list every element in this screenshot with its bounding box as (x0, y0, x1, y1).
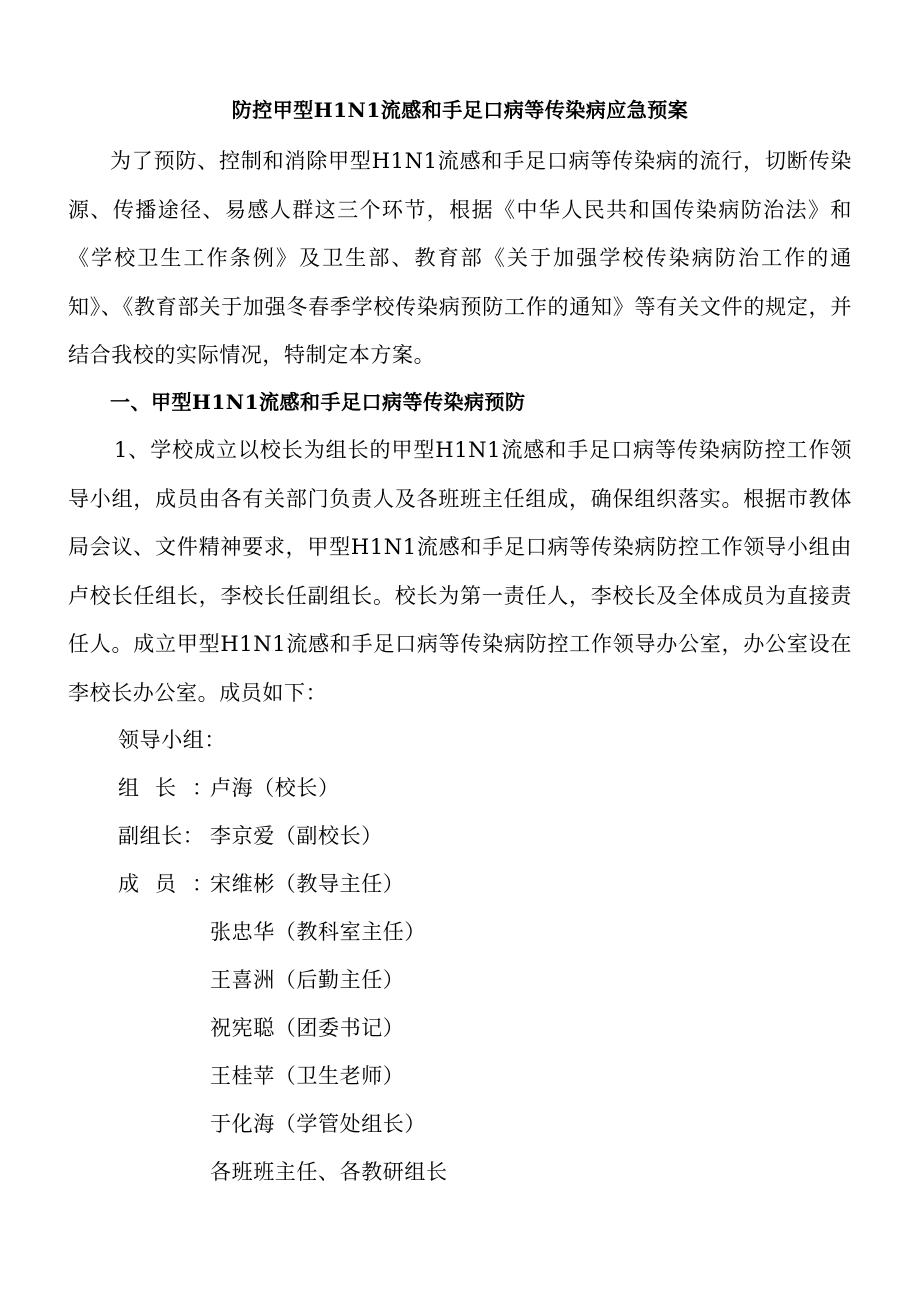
item-1-paragraph: 1、学校成立以校长为组长的甲型H1N1流感和手足口病等传染病防控工作领导小组，成员由各有关部门负责人及各班班主任组成，确保组织落实。根据市教体局会议、文件精神要求，甲型H1N1流感和手足口病等传染病防控工作领导小组由卢校长任组长，李校长任副组长。校长为第一责任人，李校长及全体成员为直接责任人。成立甲型H1N1流感和手足口病等传染病防控工作领导办公室，办公室设在李校长办公室。成员如下： (68, 438, 852, 705)
group-label: 领导小组： (118, 728, 226, 752)
member-item: 王喜洲（后勤主任） (210, 968, 405, 992)
member-item: 祝宪聪（团委书记） (210, 1016, 405, 1040)
leader-row (118, 772, 340, 804)
member-item: 各班班主任、各教研组长 (210, 1160, 448, 1184)
deputy-name: 李京爱（副校长） (210, 824, 383, 848)
deputy-label: 副组长： (118, 824, 205, 848)
member-item: 宋维彬（教导主任） (210, 872, 405, 896)
leader-label: 组长： (118, 776, 229, 800)
member-item: 于化海（学管处组长） (210, 1112, 426, 1136)
member-item: 张忠华（教科室主任） (210, 920, 426, 944)
member-item: 王桂苹（卫生老师） (210, 1064, 405, 1088)
members-row (118, 868, 404, 900)
leader-name: 卢海（校长） (210, 776, 340, 800)
members-label: 成员： (118, 872, 229, 896)
document-title: 防控甲型H1N1流感和手足口病等传染病应急预案 (231, 98, 689, 122)
deputy-row (118, 820, 383, 852)
section-heading: 一、甲型H1N1流感和手足口病等传染病预防 (110, 390, 526, 414)
intro-paragraph: 为了预防、控制和消除甲型H1N1流感和手足口病等传染病的流行，切断传染源、传播途径、易感人群这三个环节，根据《中华人民共和国传染病防治法》和《学校卫生工作条例》及卫生部、教育部《关于加强学校传染病防治工作的通知》、《教育部关于加强冬春季学校传染病预防工作的通知》等有关文件的规定，并结合我校的实际情况，特制定本方案。 (68, 149, 852, 367)
